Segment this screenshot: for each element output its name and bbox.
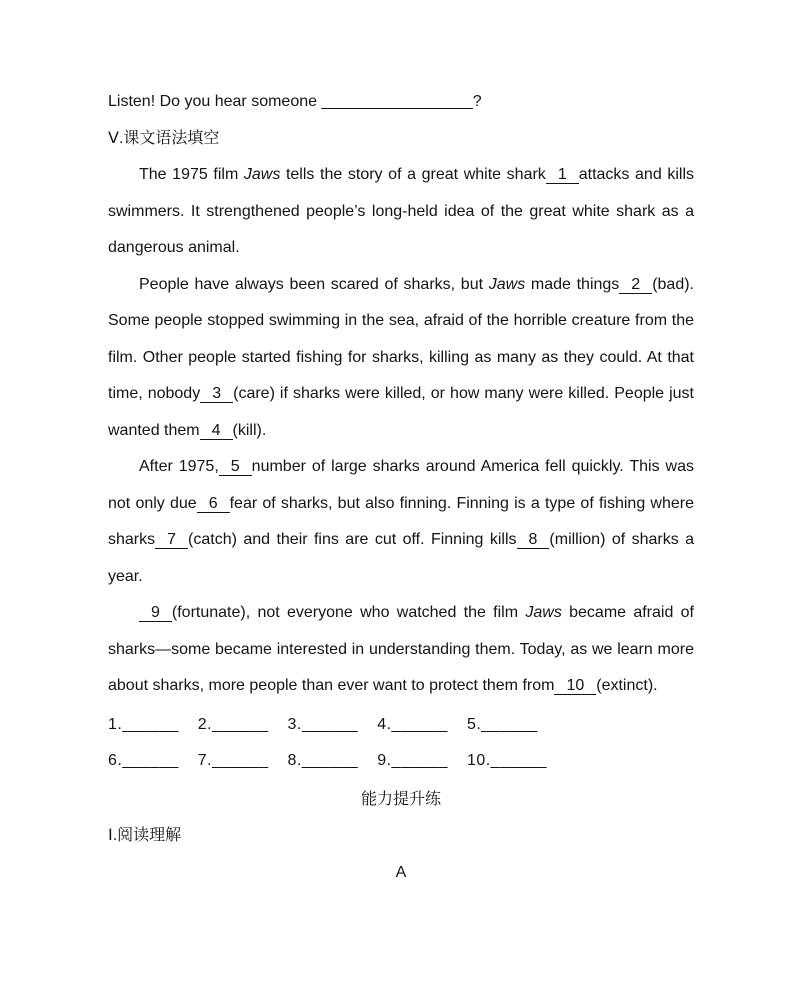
grammar-section-title: Ⅴ.课文语法填空 bbox=[108, 129, 220, 147]
numbered-blank[interactable]: 1 bbox=[546, 166, 579, 184]
answer-slot[interactable]: 2.______ bbox=[197, 715, 269, 733]
reading-section-title: Ⅰ.阅读理解 bbox=[108, 827, 182, 844]
numbered-blank[interactable]: 10 bbox=[554, 677, 596, 695]
text-run: (catch) and their fins are cut off. Finning kills bbox=[188, 531, 517, 548]
text-run: (million) of sharks a year. bbox=[108, 531, 695, 585]
answer-blank-rows bbox=[108, 707, 694, 780]
numbered-blank[interactable]: 5 bbox=[219, 458, 252, 476]
text-run: (care) if sharks were killed, or how many were killed. People just wanted them bbox=[108, 385, 694, 439]
film-title-italic: Jaws bbox=[525, 604, 562, 621]
numbered-blank[interactable]: 2 bbox=[619, 276, 652, 294]
text-run: (bad). Some people stopped swimming in the sea, afraid of the horrible creature from the film. Other people started fishing for sharks, killing as many as they could. At that time, nobody bbox=[108, 275, 694, 402]
text-run: tells the story of a great white shark bbox=[280, 166, 546, 183]
numbered-blank[interactable]: 6 bbox=[197, 495, 230, 513]
text-run: fear of sharks, but also finning. Finning is a type of fishing where sharks bbox=[108, 494, 694, 548]
text-run: attacks and kills swimmers. It strengthened people’s long-held idea of the great white shark as a dangerous animal. bbox=[108, 166, 694, 256]
answer-slot[interactable]: 4.______ bbox=[377, 715, 448, 733]
answer-slot[interactable]: 5.______ bbox=[466, 715, 538, 733]
text-run: made things bbox=[525, 275, 620, 293]
numbered-blank[interactable]: 8 bbox=[517, 531, 550, 549]
text-run: The 1975 film bbox=[139, 166, 244, 183]
film-title-italic: Jaws bbox=[243, 166, 281, 183]
answer-slot[interactable]: 10.______ bbox=[466, 752, 548, 769]
text-run: (kill). bbox=[232, 421, 267, 439]
answer-slot[interactable]: 3.______ bbox=[287, 715, 359, 733]
cloze-paragraph bbox=[108, 595, 694, 705]
ability-practice-heading: 能力提升练 bbox=[360, 790, 441, 808]
text-run: (extinct). bbox=[596, 677, 658, 694]
text-run: After 1975, bbox=[139, 458, 219, 475]
passage-label: A bbox=[395, 863, 407, 881]
answer-slot[interactable]: 8.______ bbox=[287, 752, 359, 769]
listen-sentence bbox=[108, 84, 694, 121]
text-run: number of large sharks around America fell quickly. This was not only due bbox=[108, 458, 694, 512]
answer-slot[interactable]: 9.______ bbox=[377, 752, 448, 769]
cloze-section bbox=[108, 157, 694, 705]
answer-slot[interactable]: 6.______ bbox=[108, 752, 179, 769]
listen-sentence-text: Listen! Do you hear someone bbox=[108, 93, 318, 110]
film-title-italic: Jaws bbox=[488, 275, 526, 293]
listen-sentence-question-mark: ? bbox=[472, 93, 482, 110]
cloze-paragraph bbox=[108, 449, 694, 595]
cloze-paragraph bbox=[108, 157, 694, 267]
answer-row bbox=[108, 707, 694, 744]
answer-row bbox=[108, 743, 694, 780]
numbered-blank[interactable]: 9 bbox=[139, 604, 172, 622]
text-run: People have always been scared of sharks, but bbox=[139, 275, 489, 293]
numbered-blank[interactable]: 3 bbox=[200, 385, 233, 403]
cloze-paragraph bbox=[108, 267, 694, 450]
answer-slot[interactable]: 1.______ bbox=[108, 715, 179, 733]
numbered-blank[interactable]: 4 bbox=[200, 422, 233, 440]
answer-slot[interactable]: 7.______ bbox=[197, 752, 269, 769]
numbered-blank[interactable]: 7 bbox=[155, 531, 188, 549]
write-in-blank[interactable]: _________________ bbox=[321, 93, 473, 110]
text-run: became afraid of sharks—some became interested in understanding them. Today, as we learn more about sharks, more people than ever want to protect them from bbox=[108, 604, 695, 694]
text-run: (fortunate), not everyone who watched the film bbox=[171, 604, 526, 621]
